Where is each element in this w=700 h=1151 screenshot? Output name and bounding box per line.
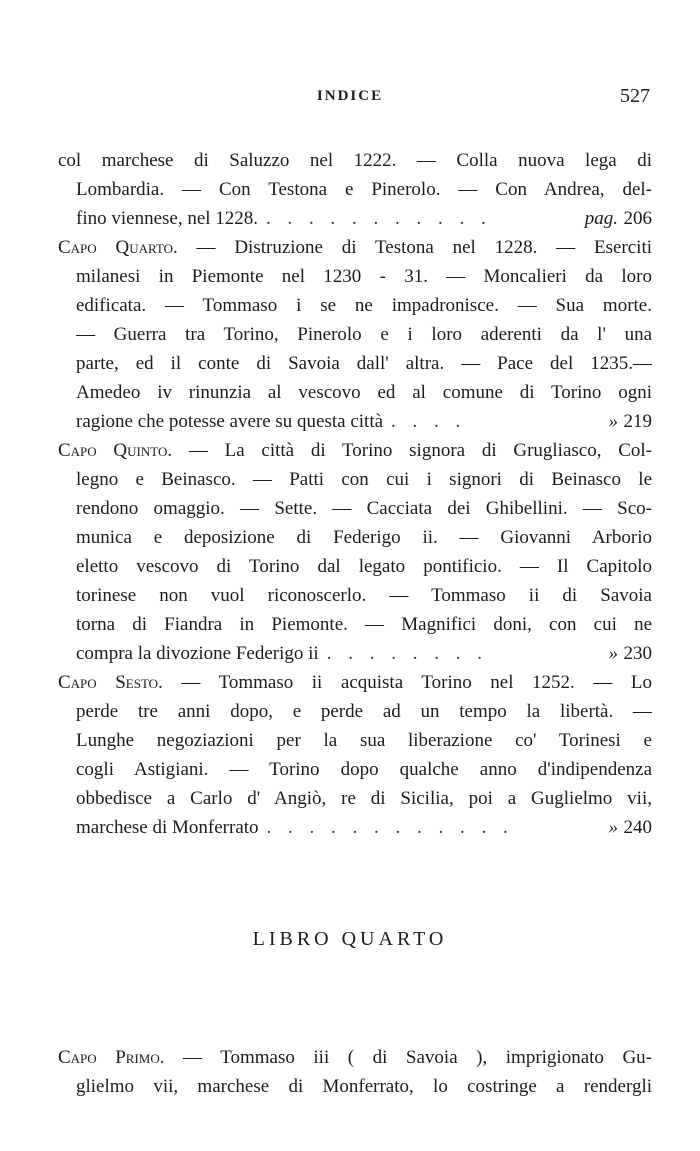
page-header [0,85,700,112]
chapter-label: Capo Sesto. [58,672,163,693]
page-number: 527 [620,85,650,107]
index-line [58,668,652,697]
index-line [58,465,652,494]
index-line [58,233,652,262]
index-entry [58,668,652,842]
index-entry [58,233,652,436]
page-ref-number: 206 [623,208,652,229]
index-line [58,610,652,639]
running-head: INDICE [316,88,384,104]
entry-text: — Guerra tra Torino, Pinerolo e i loro aderenti da l' una [76,324,652,345]
index-line [58,436,652,465]
page-abbrev: pag. [584,208,618,229]
leader-dots: . . . . . . . . [326,643,488,664]
index-entries-continued [58,1043,652,1101]
index-line [58,291,652,320]
entry-text: glielmo vii, marchese di Monferrato, lo costringe a rendergli [76,1076,652,1097]
entry-text: cogli Astigiani. — Torino dopo qualche anno d'indipendenza [76,759,652,780]
page-ref-number: 230 [623,643,652,664]
entry-text: milanesi in Piemonte nel 1230 - 31. — Moncalieri da loro [76,266,652,287]
index-line [58,146,652,175]
leader-dots: . . . . . . . . . . . [266,208,492,229]
index-line [58,523,652,552]
entry-text: Lunghe negoziazioni per la sua liberazione co' Torinesi e [76,730,652,751]
page-abbrev: » [608,817,618,838]
entry-text: fino viennese, nel 1228. [76,208,259,229]
index-line [58,697,652,726]
index-line [58,1043,652,1072]
entry-text: — Distruzione di Testona nel 1228. — Eserciti [177,237,652,258]
index-line [58,262,652,291]
entry-text: Lombardia. — Con Testona e Pinerolo. — Con Andrea, del- [76,179,652,200]
index-entry [58,146,652,233]
index-line [58,175,652,204]
index-line [58,813,652,842]
entry-text: compra la divozione Federigo ii [76,643,319,664]
page-reference [603,407,653,436]
leader-dots: . . . . [391,411,467,432]
page-abbrev: » [608,643,618,664]
entry-text: parte, ed il conte di Savoia dall' altra. — Pace del 1235.— [76,353,652,374]
page-abbrev: » [608,411,618,432]
index-line [58,784,652,813]
chapter-label: Capo Primo. [58,1047,165,1068]
section-title: LIBRO QUARTO [252,928,448,950]
page-reference [579,204,652,233]
page-ref-number: 219 [623,411,652,432]
chapter-label: Capo Quarto. [58,237,178,258]
entry-text: col marchese di Saluzzo nel 1222. — Colla nuova lega di [58,150,652,171]
index-line [58,204,652,233]
page-reference [603,639,653,668]
entry-text: Amedeo iv rinunzia al vescovo ed al comune di Torino ogni [76,382,652,403]
entry-text: eletto vescovo di Torino dal legato pontificio. — Il Capitolo [76,556,652,577]
chapter-label: Capo Quinto. [58,440,173,461]
entry-text: ragione che potesse avere su questa città [76,411,384,432]
entry-text: — La città di Torino signora di Grugliasco, Col- [172,440,652,461]
index-line [58,320,652,349]
entry-text: legno e Beinasco. — Patti con cui i signori di Beinasco le [76,469,652,490]
leader-dots: . . . . . . . . . . . . [266,817,514,838]
index-line [58,726,652,755]
entry-text: edificata. — Tommaso i se ne impadronisce. — Sua morte. [76,295,652,316]
entry-text: perde tre anni dopo, e perde ad un tempo la libertà. — [76,701,652,722]
index-line [58,552,652,581]
entry-text: torna di Fiandra in Piemonte. — Magnifici doni, con cui ne [76,614,652,635]
entry-text: obbedisce a Carlo d' Angiò, re di Sicilia, poi a Guglielmo vii, [76,788,652,809]
index-entry [58,436,652,668]
entry-text: marchese di Monferrato [76,817,259,838]
page-ref-number: 240 [623,817,652,838]
entry-text: torinese non vuol riconoscerlo. — Tommaso ii di Savoia [76,585,652,606]
page-reference [603,813,653,842]
index-entries [58,146,652,842]
index-entry [58,1043,652,1101]
index-line [58,494,652,523]
entry-text: — Tommaso ii acquista Torino nel 1252. — Lo [162,672,652,693]
entry-text: munica e deposizione di Federigo ii. — Giovanni Arborio [76,527,652,548]
index-line [58,755,652,784]
entry-text: rendono omaggio. — Sette. — Cacciata dei Ghibellini. — Sco- [76,498,652,519]
index-line [58,378,652,407]
entry-text: — Tommaso iii ( di Savoia ), imprigionato Gu- [164,1047,652,1068]
index-line [58,349,652,378]
index-line [58,639,652,668]
index-line [58,1072,652,1101]
index-line [58,581,652,610]
index-line [58,407,652,436]
